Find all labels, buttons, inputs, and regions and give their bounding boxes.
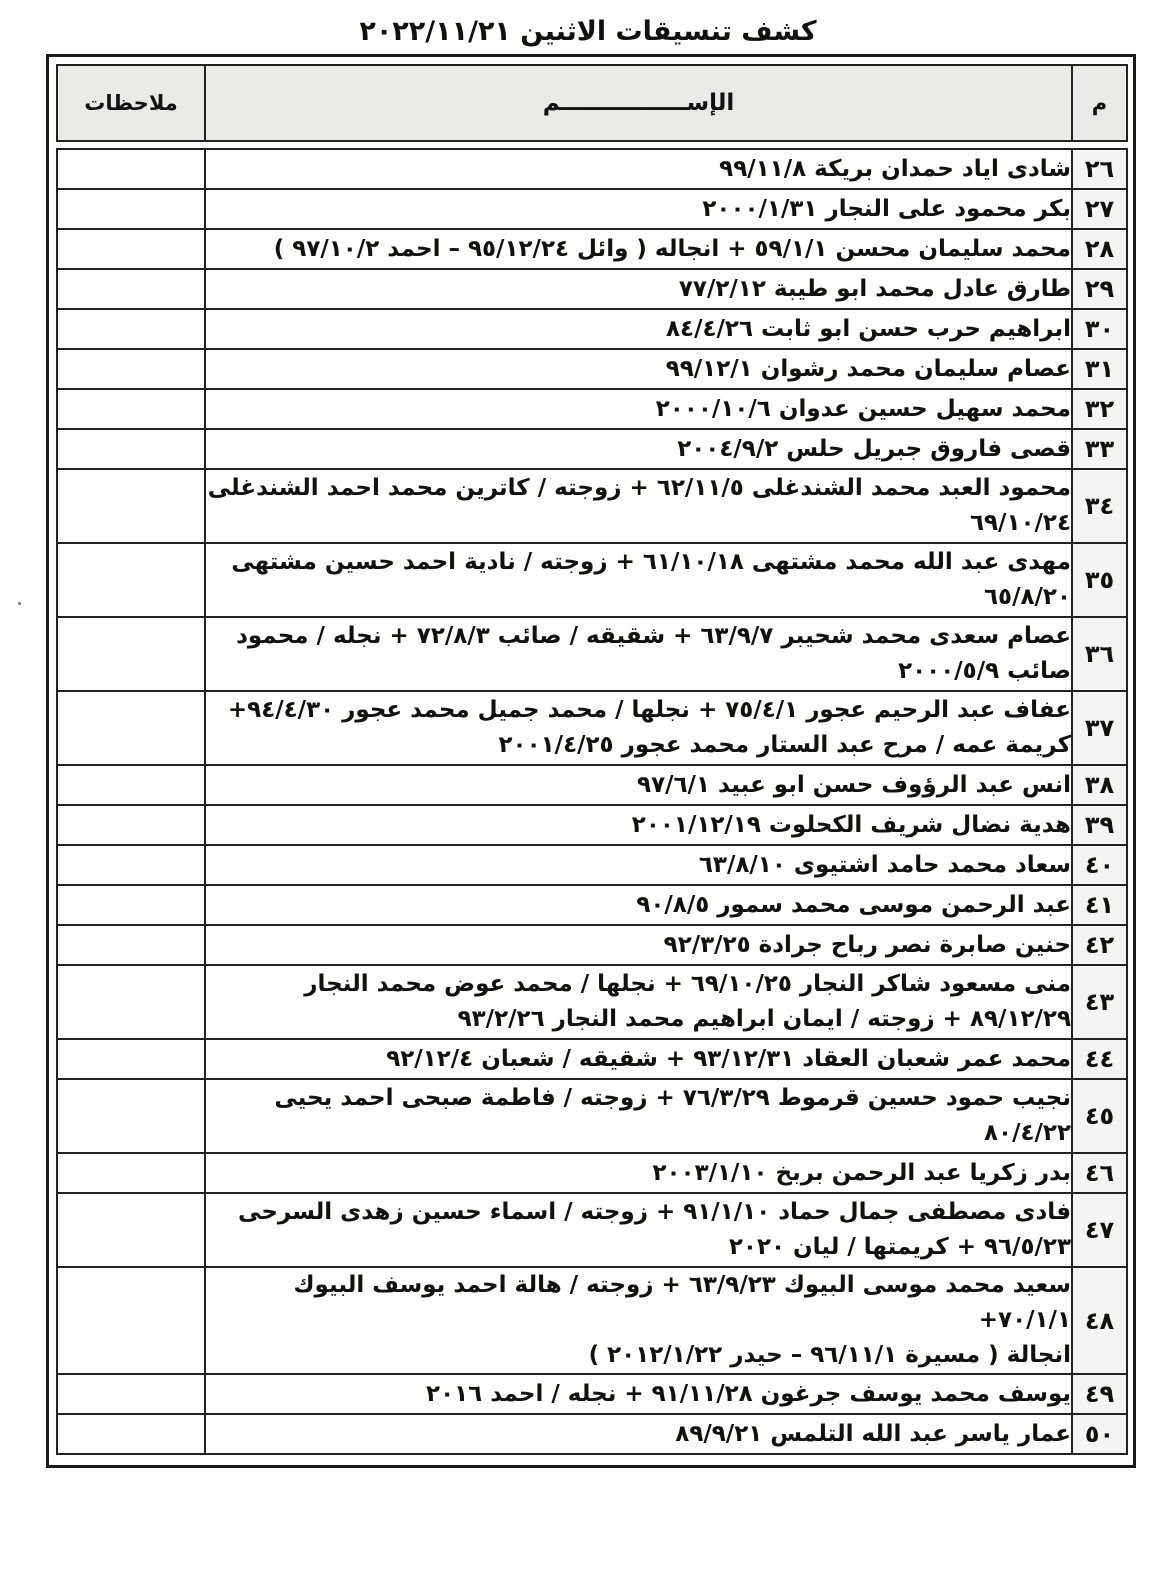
row-number: ٣١ [1072, 349, 1127, 389]
table-row [57, 389, 1127, 429]
row-notes-cell [57, 1193, 205, 1267]
row-notes-cell [57, 885, 205, 925]
name-line: سعيد محمد موسى البيوك ٦٣/٩/٢٣ + زوجته / هالة احمد يوسف البيوك ٧٠/١/١+ [293, 1272, 1071, 1333]
row-name-cell [205, 429, 1072, 469]
row-notes-cell [57, 1374, 205, 1414]
row-name-cell [205, 617, 1072, 691]
header-num: م [1072, 65, 1127, 141]
row-name-cell [205, 1267, 1072, 1374]
row-notes-cell [57, 1414, 205, 1454]
row-notes-cell [57, 1153, 205, 1193]
name-line: ٦٩/١٠/٢٤ [969, 510, 1071, 536]
row-name-cell [205, 805, 1072, 845]
table-row [57, 189, 1127, 229]
row-number: ٤٨ [1072, 1267, 1127, 1374]
row-notes-cell [57, 1079, 205, 1153]
name-line: سعاد محمد حامد اشتيوى ٦٣/٨/١٠ [698, 851, 1071, 878]
row-name-cell [205, 189, 1072, 229]
header-gap [57, 141, 1127, 149]
row-number: ٣٤ [1072, 469, 1127, 543]
row-number: ٢٩ [1072, 269, 1127, 309]
register-table [56, 64, 1128, 1455]
table-row [57, 149, 1127, 189]
table-row [57, 269, 1127, 309]
row-name-cell [205, 1193, 1072, 1267]
row-notes-cell [57, 189, 205, 229]
row-number: ٢٧ [1072, 189, 1127, 229]
row-notes-cell [57, 691, 205, 765]
register-frame [46, 54, 1136, 1468]
table-row [57, 469, 1127, 543]
row-number: ٤٤ [1072, 1039, 1127, 1079]
name-line: صائب ٢٠٠٠/٥/٩ [898, 658, 1071, 684]
table-row [57, 805, 1127, 845]
table-row [57, 925, 1127, 965]
row-notes-cell [57, 229, 205, 269]
row-name-cell [205, 1374, 1072, 1414]
table-row [57, 429, 1127, 469]
row-number: ٣٠ [1072, 309, 1127, 349]
name-line: محمد سهيل حسين عدوان ٢٠٠٠/١٠/٦ [655, 395, 1071, 422]
name-line: ٩٦/٥/٢٣ + كريمتها / ليان ٢٠٢٠ [728, 1234, 1071, 1260]
name-line: شادى اياد حمدان بريكة ٩٩/١١/٨ [719, 155, 1071, 182]
row-number: ٢٨ [1072, 229, 1127, 269]
row-number: ٤٣ [1072, 965, 1127, 1039]
name-line: نجيب حمود حسين قرموط ٧٦/٣/٢٩ + زوجته / فاطمة صبحى احمد يحيى [274, 1085, 1071, 1111]
row-name-cell [205, 765, 1072, 805]
row-number: ٣٩ [1072, 805, 1127, 845]
name-line: عصام سليمان محمد رشوان ٩٩/١٢/١ [665, 355, 1071, 382]
page-title: كشف تنسيقات الاثنين ٢٠٢٢/١١/٢١ [359, 16, 817, 47]
name-line: فادى مصطفى جمال حماد ٩١/١/١٠ + زوجته / اسماء حسين زهدى السرحى [238, 1199, 1071, 1225]
name-line: كريمة عمه / مرح عبد الستار محمد عجور ٢٠٠١/٤/٢٥ [498, 732, 1071, 758]
row-number: ٣٢ [1072, 389, 1127, 429]
row-notes-cell [57, 617, 205, 691]
table-row [57, 1414, 1127, 1454]
row-notes-cell [57, 805, 205, 845]
row-notes-cell [57, 429, 205, 469]
row-notes-cell [57, 1039, 205, 1079]
table-row [57, 617, 1127, 691]
row-number: ٥٠ [1072, 1414, 1127, 1454]
table-row [57, 1267, 1127, 1374]
table-row [57, 1193, 1127, 1267]
table-row [57, 1153, 1127, 1193]
table-body [57, 149, 1127, 1454]
row-number: ٣٦ [1072, 617, 1127, 691]
table-row [57, 1374, 1127, 1414]
table-row [57, 765, 1127, 805]
name-line: منى مسعود شاكر النجار ٦٩/١٠/٢٥ + نجلها / محمد عوض محمد النجار [304, 971, 1071, 997]
row-number: ٤١ [1072, 885, 1127, 925]
name-line: ابراهيم حرب حسن ابو ثابت ٨٤/٤/٢٦ [666, 315, 1071, 342]
row-name-cell [205, 389, 1072, 429]
row-notes-cell [57, 765, 205, 805]
name-line: هدية نضال شريف الكحلوت ٢٠٠١/١٢/١٩ [631, 811, 1071, 838]
name-line: محمد عمر شعبان العقاد ٩٣/١٢/٣١ + شقيقه / شعبان ٩٢/١٢/٤ [386, 1045, 1071, 1072]
name-line: عمار ياسر عبد الله التلمس ٨٩/٩/٢١ [675, 1420, 1071, 1447]
name-line: محمد سليمان محسن ٥٩/١/١ + انجاله ( وائل ٩٥/١٢/٢٤ – احمد ٩٧/١٠/٢ ) [273, 235, 1071, 262]
row-notes-cell [57, 269, 205, 309]
row-name-cell [205, 965, 1072, 1039]
row-notes-cell [57, 925, 205, 965]
header-name: الإســــــــــــــــم [205, 65, 1072, 141]
row-name-cell [205, 845, 1072, 885]
table-row [57, 965, 1127, 1039]
row-notes-cell [57, 1267, 205, 1374]
name-line: ٦٥/٨/٢٠ [984, 584, 1071, 610]
table-row [57, 691, 1127, 765]
row-number: ٢٦ [1072, 149, 1127, 189]
row-number: ٣٧ [1072, 691, 1127, 765]
row-name-cell [205, 1039, 1072, 1079]
row-number: ٤٦ [1072, 1153, 1127, 1193]
table-row [57, 229, 1127, 269]
name-line: بدر زكريا عبد الرحمن بربخ ٢٠٠٣/١/١٠ [652, 1159, 1071, 1186]
name-line: قصى فاروق جبريل حلس ٢٠٠٤/٩/٢ [677, 435, 1071, 462]
name-line: مهدى عبد الله محمد مشتهى ٦١/١٠/١٨ + زوجته / نادية احمد حسين مشتهى [231, 549, 1071, 575]
row-number: ٣٣ [1072, 429, 1127, 469]
row-name-cell [205, 1414, 1072, 1454]
name-line: بكر محمود على النجار ٢٠٠٠/١/٣١ [702, 195, 1071, 222]
table-row [57, 349, 1127, 389]
row-name-cell [205, 691, 1072, 765]
table-row [57, 845, 1127, 885]
row-notes-cell [57, 309, 205, 349]
name-line: عفاف عبد الرحيم عجور ٧٥/٤/١ + نجلها / محمد جميل محمد عجور ٩٤/٤/٣٠+ [227, 697, 1071, 723]
row-number: ٤٠ [1072, 845, 1127, 885]
row-number: ٤٩ [1072, 1374, 1127, 1414]
row-notes-cell [57, 965, 205, 1039]
row-name-cell [205, 1079, 1072, 1153]
header-row [57, 65, 1127, 141]
row-number: ٣٥ [1072, 543, 1127, 617]
row-number: ٤٧ [1072, 1193, 1127, 1267]
row-notes-cell [57, 469, 205, 543]
name-line: حنين صابرة نصر رباح جرادة ٩٢/٣/٢٥ [663, 931, 1071, 958]
row-number: ٣٨ [1072, 765, 1127, 805]
row-notes-cell [57, 349, 205, 389]
row-number: ٤٢ [1072, 925, 1127, 965]
row-name-cell [205, 229, 1072, 269]
row-name-cell [205, 885, 1072, 925]
name-line: محمود العبد محمد الشندغلى ٦٢/١١/٥ + زوجته / كاترين محمد احمد الشندغلى [207, 475, 1071, 501]
row-name-cell [205, 309, 1072, 349]
table-row [57, 1079, 1127, 1153]
row-notes-cell [57, 543, 205, 617]
row-notes-cell [57, 845, 205, 885]
table-row [57, 885, 1127, 925]
scan-speck [18, 602, 21, 605]
row-name-cell [205, 149, 1072, 189]
name-line: عصام سعدى محمد شحيبر ٦٣/٩/٧ + شقيقه / صائب ٧٢/٨/٣ + نجله / محمود [236, 623, 1071, 649]
row-name-cell [205, 1153, 1072, 1193]
header-notes: ملاحظات [57, 65, 205, 141]
name-line: ٨٩/١٢/٢٩ + زوجته / ايمان ابراهيم محمد النجار ٩٣/٢/٢٦ [457, 1006, 1071, 1032]
name-line: عبد الرحمن موسى محمد سمور ٩٠/٨/٥ [636, 891, 1071, 918]
row-number: ٤٥ [1072, 1079, 1127, 1153]
table-row [57, 309, 1127, 349]
row-notes-cell [57, 389, 205, 429]
row-name-cell [205, 269, 1072, 309]
name-line: انجالة ( مسيرة ٩٦/١١/١ – حيدر ٢٠١٢/١/٢٢ ) [588, 1342, 1071, 1368]
name-line: ٨٠/٤/٢٢ [984, 1120, 1071, 1146]
table-row [57, 1039, 1127, 1079]
name-line: طارق عادل محمد ابو طيبة ٧٧/٢/١٢ [678, 275, 1071, 302]
name-line: انس عبد الرؤوف حسن ابو عبيد ٩٧/٦/١ [637, 771, 1071, 798]
row-name-cell [205, 469, 1072, 543]
row-name-cell [205, 543, 1072, 617]
name-line: يوسف محمد يوسف جرغون ٩١/١١/٢٨ + نجله / احمد ٢٠١٦ [426, 1380, 1071, 1407]
row-name-cell [205, 925, 1072, 965]
table-row [57, 543, 1127, 617]
row-notes-cell [57, 149, 205, 189]
row-name-cell [205, 349, 1072, 389]
